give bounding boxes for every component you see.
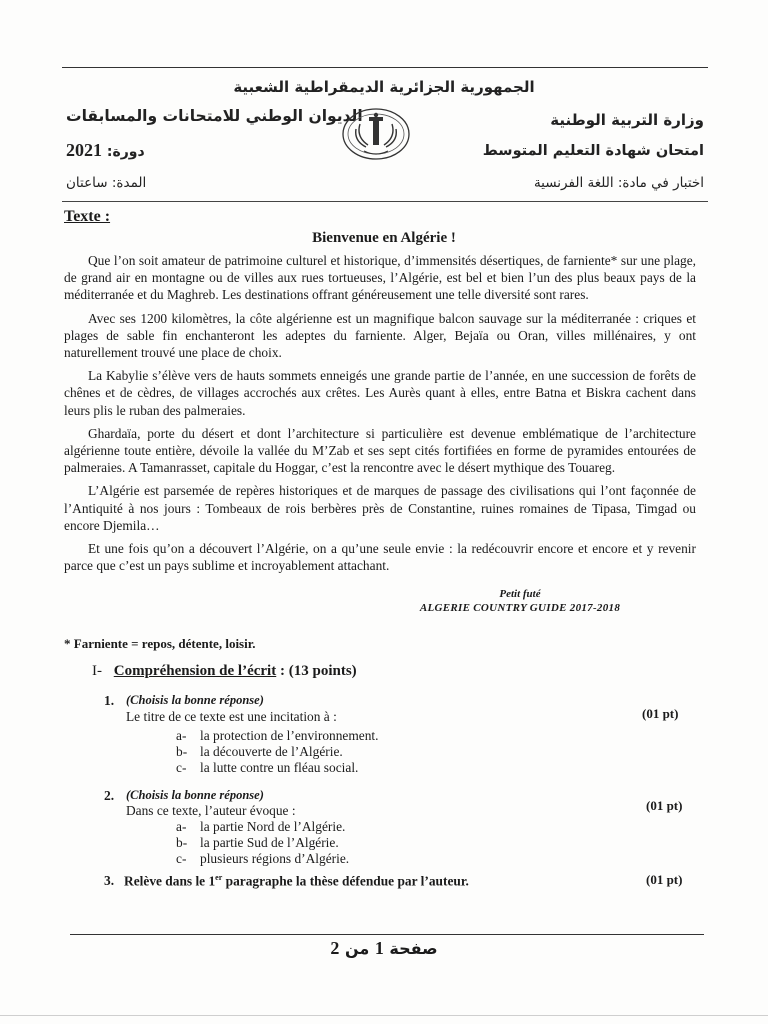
footer-page-number: 1: [374, 938, 384, 958]
question-points: (01 pt): [646, 872, 683, 887]
section-points: : (13 points): [279, 663, 357, 679]
onec-emblem-icon: [340, 107, 412, 161]
duration-line: المدة: ساعتان: [66, 175, 147, 191]
option-text: la partie Nord de l’Algérie.: [200, 819, 346, 834]
text-paragraph: Et une fois qu’on a découvert l’Algérie, on a qu’une seule envie : la redécouvrir encore et encore et y revenir parce que c’est un pays sublime et incroyablement attachant.: [64, 541, 696, 574]
page-footer: [0, 938, 768, 959]
text-paragraph: Avec ses 1200 kilomètres, la côte algérienne est un magnifique balcon sauvage sur la méditerranée : criques et plages de sable fin enchanteront les adeptes du farniente. Alger, Bejaïa ou Oran, villes millénaires, y ont naturellement trouvé une place de choix.: [64, 310, 696, 361]
page-edge: [0, 1015, 768, 1016]
source-author: Petit futé: [499, 588, 541, 600]
option-letter: c-: [176, 851, 187, 866]
option-letter: a-: [176, 819, 187, 834]
ordinal-suffix: er: [215, 873, 223, 882]
question-points: (01 pt): [646, 798, 683, 813]
exam-office-name: الديوان الوطني للامتحانات والمسابقات: [66, 107, 363, 125]
bottom-rule: [70, 934, 704, 935]
option-text: la découverte de l’Algérie.: [200, 744, 343, 759]
question-instruction: (Choisis la bonne réponse): [126, 693, 264, 707]
question-3: [104, 873, 469, 889]
header-rule: [62, 201, 708, 202]
option-text: la protection de l’environnement.: [200, 728, 379, 743]
section-heading: [92, 663, 357, 680]
ministry-name: وزارة التربية الوطنية: [550, 111, 704, 129]
question-stem-part: Relève dans le 1: [124, 873, 216, 889]
text-section-label: Texte :: [64, 208, 111, 225]
option-text: la lutte contre un fléau social.: [200, 760, 359, 775]
republic-heading: الجمهورية الجزائرية الديمقراطية الشعبية: [233, 78, 535, 96]
question-stem: Le titre de ce texte est une incitation à :: [126, 709, 337, 724]
option-text: la partie Sud de l’Algérie.: [200, 835, 339, 850]
subject-line: اختبار في مادة: اللغة الفرنسية: [533, 175, 704, 191]
text-paragraph: Que l’on soit amateur de patrimoine culturel et historique, d’immensités désertiques, de farniente* sur une plage, de grand air en montagne ou de villes aux rues tortueuses, l’Algérie, est bel et bien l’un des plus beaux pays de la méditerranée et du Maghreb. Les destinations offrant généreusement une telle diversité sont rares.: [64, 253, 696, 303]
top-rule: [62, 67, 708, 68]
question-number: 3.: [104, 873, 115, 889]
question-number: 1.: [104, 693, 115, 708]
section-number: I-: [92, 663, 102, 679]
session-line: [66, 140, 145, 161]
question-stem-part: paragraphe la thèse défendue par l’auteur.: [222, 873, 469, 889]
text-title: Bienvenue en Algérie !: [312, 230, 456, 246]
source-title: ALGERIE COUNTRY GUIDE 2017-2018: [419, 602, 621, 614]
section-title: Compréhension de l’écrit: [113, 663, 277, 679]
question-instruction: (Choisis la bonne réponse): [126, 788, 264, 802]
option-text: plusieurs régions d’Algérie.: [200, 851, 350, 866]
text-body: [64, 252, 696, 580]
option-letter: a-: [176, 728, 187, 743]
session-label: دورة:: [106, 144, 145, 160]
text-paragraph: Ghardaïa, porte du désert et dont l’architecture si particulière est devenue emblématique de l’architecture algérienne toute entière, dévoile la vallée du M’Zab et ses sept cités fortifiées en forme de pyramides entourées de palmeraies. A Tamanrasset, capitale du Hoggar, c’est la rencontre avec le désert mythique des Touareg.: [64, 425, 696, 476]
glossary-note: * Farniente = repos, détente, loisir.: [64, 636, 256, 651]
question-points: (01 pt): [642, 706, 679, 721]
footer-word-of: من: [344, 939, 370, 958]
option-letter: c-: [176, 760, 187, 775]
question-number: 2.: [104, 788, 115, 803]
option-letter: b-: [176, 744, 188, 759]
footer-word-page: صفحة: [389, 939, 438, 958]
footer-page-total: 2: [330, 938, 340, 958]
text-paragraph: La Kabylie s’élève vers de hauts sommets enneigés une grande partie de l’année, en une succession de forêts de chênes et de cèdres, de villages accrochés aux crêtes. Les Aurès quant à elles, entre Batna et Biskra cachent dans leurs plis le ruban des palmeraies.: [64, 368, 696, 418]
exam-name: امتحان شهادة التعليم المتوسط: [482, 143, 704, 159]
question-stem: Dans ce texte, l’auteur évoque :: [126, 803, 296, 818]
text-paragraph: L’Algérie est parsemée de repères historiques et de marques de passage des civilisations qui l’ont façonnée de l’Antiquité à nos jours : Tombeaux de rois berbères près de Constantine, ruines romaines de Tipasa, Timgad ou encore Djemila…: [64, 483, 696, 533]
session-year: 2021: [66, 140, 102, 160]
option-letter: b-: [176, 835, 188, 850]
